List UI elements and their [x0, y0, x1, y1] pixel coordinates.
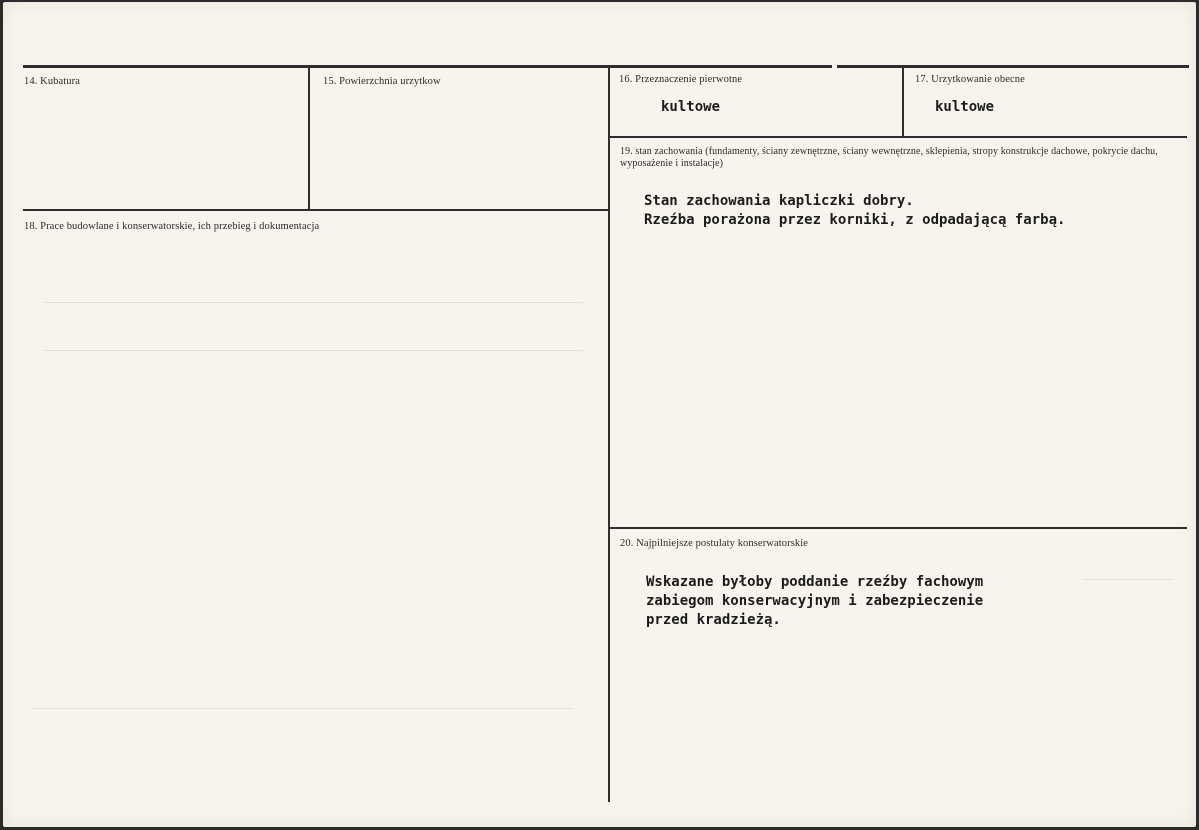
divider-14-15	[308, 68, 310, 211]
field-19-label: 19. stan zachowania (fundamenty, ściany zewnętrzne, ściany wewnętrzne, sklepienia, stropy konstrukcje dachowe, pokrycie dachu, wyposażenie i instalacje)	[620, 146, 1158, 169]
divider-main	[608, 68, 610, 802]
field-16-value: kultowe	[661, 99, 721, 115]
rule-under-19	[610, 527, 1187, 529]
field-20-text	[646, 573, 983, 630]
field-17-value: kultowe	[935, 99, 995, 115]
rule-under-16-17	[610, 136, 1187, 138]
field-19-text	[644, 192, 1065, 230]
field-19-line: Rzeźba porażona przez korniki, z odpadającą farbą.	[644, 212, 1066, 228]
field-18-label: 18. Prace budowlane i konserwatorskie, ich przebieg i dokumentacja	[24, 221, 320, 232]
top-rule-left	[23, 65, 832, 68]
field-20-line: Wskazane byłoby poddanie rzeźby fachowym	[646, 574, 984, 590]
field-15-label: 15. Powierzchnia urzytkow	[323, 76, 441, 87]
top-rule-right	[837, 65, 1189, 68]
rule-under-14-15	[23, 209, 608, 211]
field-16-label: 16. Przeznaczenie pierwotne	[619, 74, 743, 85]
field-19-line: Stan zachowania kapliczki dobry.	[644, 193, 914, 209]
field-20-label: 20. Najpilniejsze postulaty konserwatorskie	[620, 538, 809, 549]
divider-16-17	[902, 68, 904, 138]
field-20-line: zabiegom konserwacyjnym i zabezpieczenie	[646, 593, 984, 609]
field-20-line: przed kradzieżą.	[646, 612, 781, 628]
form-card	[3, 2, 1196, 827]
field-17-label: 17. Urzytkowanie obecne	[915, 74, 1025, 85]
field-14-label: 14. Kubatura	[24, 76, 81, 87]
